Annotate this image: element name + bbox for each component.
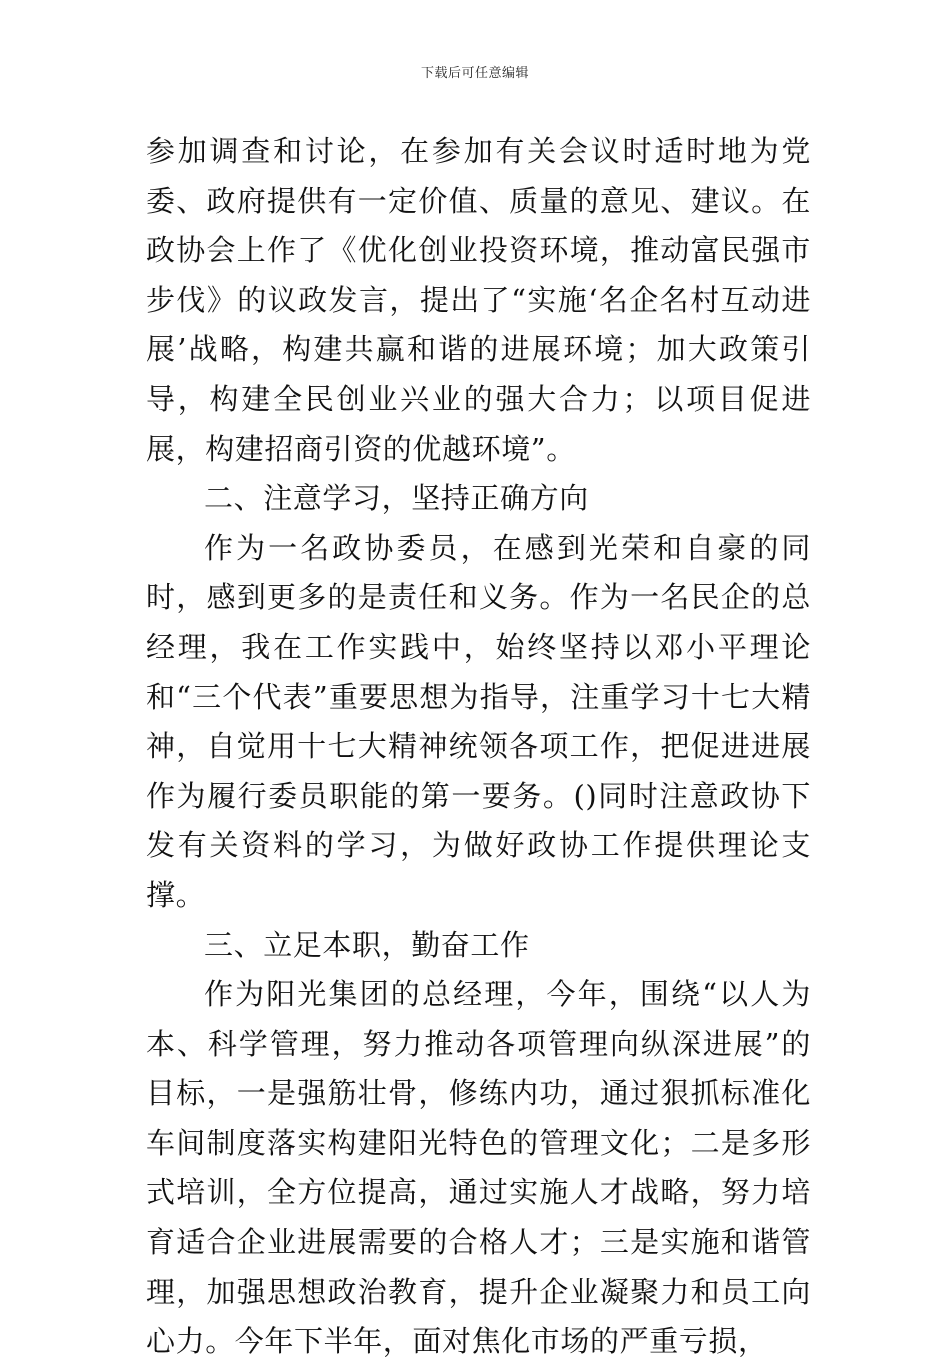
page-header: 下载后可任意编辑 [420,66,529,81]
section-heading-3: 三、立足本职，勤奋工作 [204,927,530,962]
section-heading-2: 二、注意学习，坚持正确方向 [204,481,589,516]
paragraph-work: 作为阳光集团的总经理，今年，围绕“以人为本、科学管理，努力推动各项管理向纵深进展”的目标，一是强筋壮骨，修练内功，通过狠抓标准化车间制度落实构建阳光特色的管理文化；二是多形式培训，全方位提高，通过实施人才战略，努力培育适合企业进展需要的合格人才；三是实施和谐管理，加强思想政治教育，提升企业凝聚力和员工向心力。今年下半年，面对焦化市场的严重亏损， [146,977,811,1359]
document-body [146,127,811,1367]
paragraph-study: 作为一名政协委员，在感到光荣和自豪的同时，感到更多的是责任和义务。作为一名民企的总经理，我在工作实践中，始终坚持以邓小平理论和“三个代表”重要思想为指导，注重学习十七大精神，自觉用十七大精神统领各项工作，把促进进展作为履行委员职能的第一要务。()同时注意政协下发有关资料的学习，为做好政协工作提供理论支撑。 [146,530,811,912]
paragraph-continuation: 参加调查和讨论，在参加有关会议时适时地为党委、政府提供有一定价值、质量的意见、建议。在政协会上作了《优化创业投资环境，推动富民强市步伐》的议政发言，提出了“实施‘名企名村互动进展’战略，构建共赢和谐的进展环境；加大政策引导，构建全民创业兴业的强大合力；以项目促进展，构建招商引资的优越环境”。 [146,134,811,466]
